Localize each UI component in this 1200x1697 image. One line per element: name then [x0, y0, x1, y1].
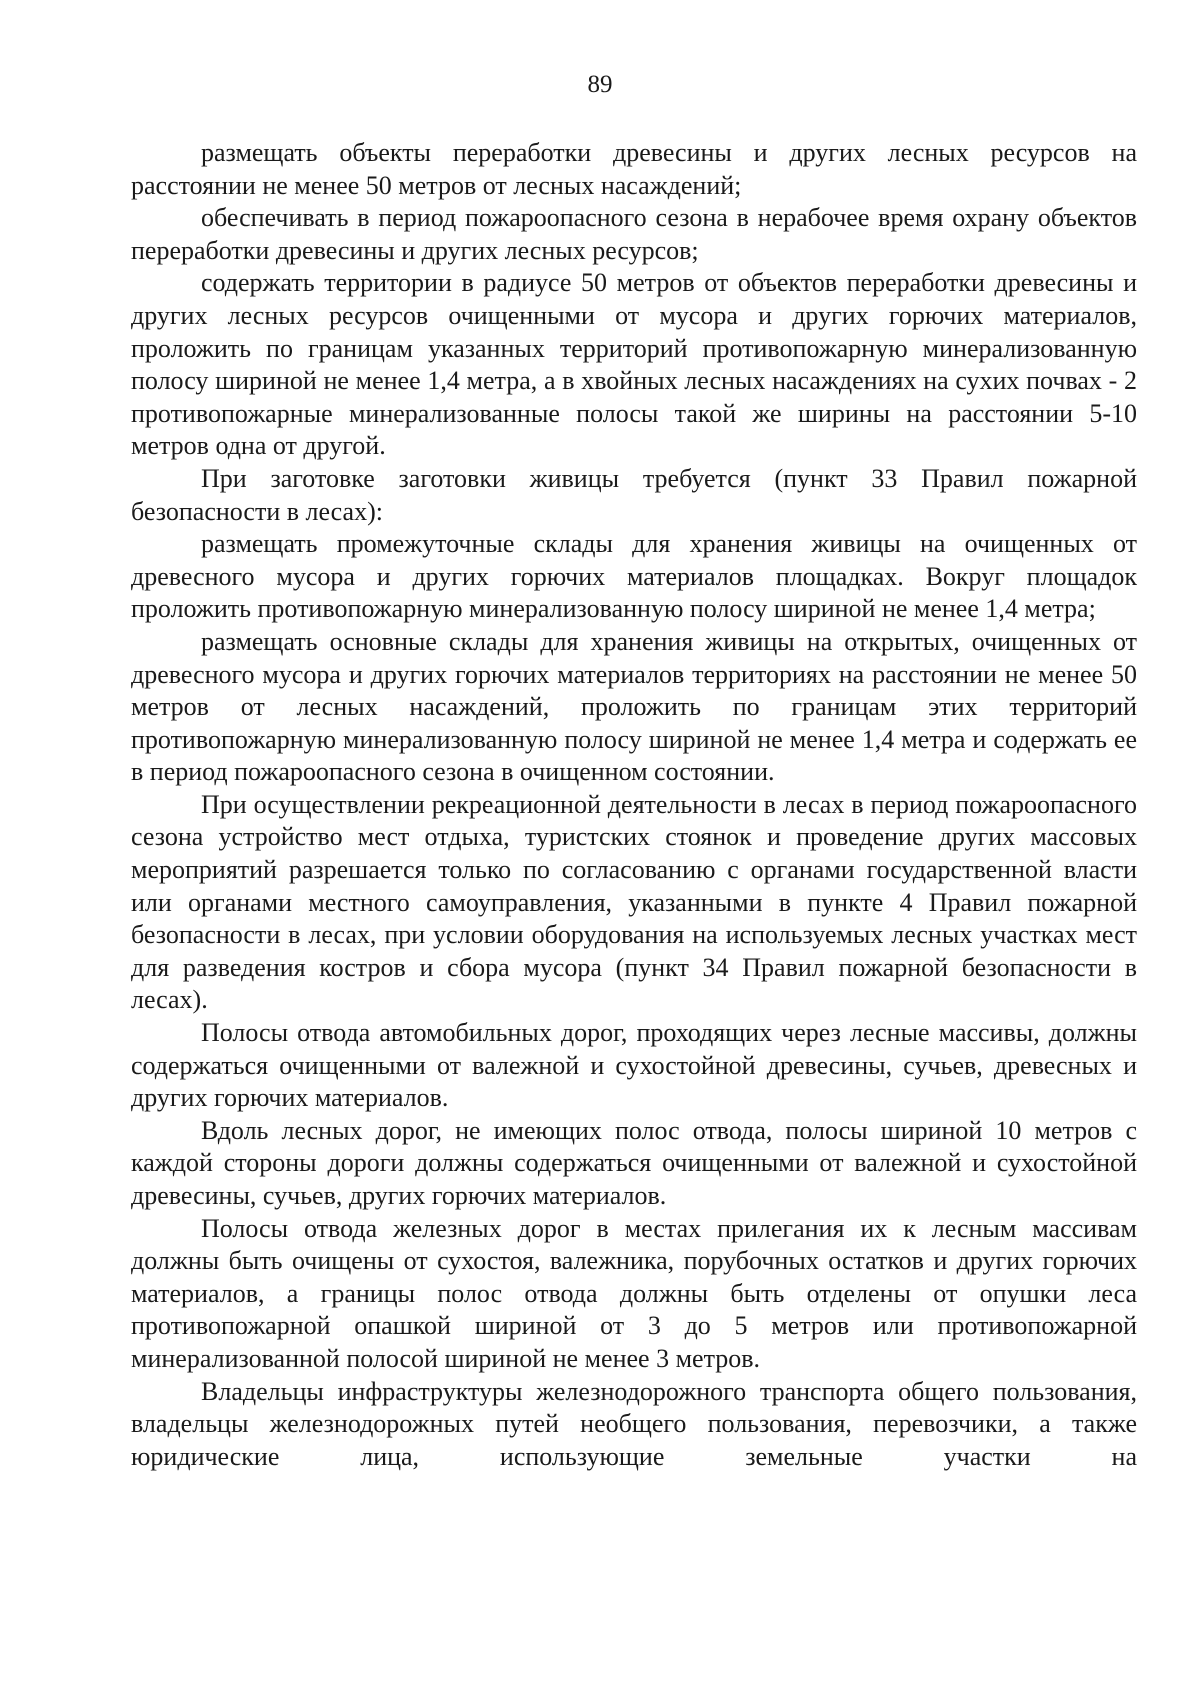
paragraph: При заготовке заготовки живицы требуется (пункт 33 Правил пожарной безопасности в лесах):: [131, 463, 1137, 526]
paragraph: При осуществлении рекреационной деятельности в лесах в период пожароопасного сезона устройство мест отдыха, туристских стоянок и проведение других массовых мероприятий разрешается только по согласованию с органами государственной власти или органами местного самоуправления, указанными в пункте 4 Правил пожарной безопасности в лесах, при условии оборудования на используемых лесных участках мест для разведения костров и сбора мусора (пункт 34 Правил пожарной безопасности в лесах).: [131, 789, 1137, 1015]
body-text: [131, 137, 1137, 1473]
paragraph: Вдоль лесных дорог, не имеющих полос отвода, полосы шириной 10 метров с каждой стороны дороги должны содержаться очищенными от валежной и сухостойной древесины, сучьев, других горючих материалов.: [131, 1115, 1137, 1210]
paragraph: Владельцы инфраструктуры железнодорожного транспорта общего пользования, владельцы железнодорожных путей необщего пользования, перевозчики, а также юридические лица, использующие земельные участки на: [131, 1376, 1137, 1471]
paragraph: Полосы отвода автомобильных дорог, проходящих через лесные массивы, должны содержаться очищенными от валежной и сухостойной древесины, сучьев, древесных и других горючих материалов.: [131, 1018, 1137, 1113]
paragraph: содержать территории в радиусе 50 метров от объектов переработки древесины и других лесных ресурсов очищенными от мусора и других горючих материалов, проложить по границам указанных территорий противопожарную минерализованную полосу шириной не менее 1,4 метра, а в хвойных лесных насаждениях на сухих почвах - 2 противопожарные минерализованные полосы такой же ширины на расстоянии 5-10 метров одна от другой.: [131, 268, 1137, 461]
paragraph: размещать промежуточные склады для хранения живицы на очищенных от древесного мусора и других горючих материалов площадках. Вокруг площадок проложить противопожарную минерализованную полосу шириной не менее 1,4 метра;: [131, 529, 1137, 624]
paragraph: размещать объекты переработки древесины и других лесных ресурсов на расстоянии не менее 50 метров от лесных насаждений;: [131, 138, 1137, 200]
paragraph: обеспечивать в период пожароопасного сезона в нерабочее время охрану объектов переработки древесины и других лесных ресурсов;: [131, 203, 1137, 265]
paragraph: размещать основные склады для хранения живицы на открытых, очищенных от древесного мусора и других горючих материалов территориях на расстоянии не менее 50 метров от лесных насаждений, проложить по границам этих территорий противопожарную минерализованную полосу шириной не менее 1,4 метра и содержать ее в период пожароопасного сезона в очищенном состоянии.: [131, 626, 1137, 787]
page-number: 89: [587, 71, 613, 98]
paragraph: Полосы отвода железных дорог в местах прилегания их к лесным массивам должны быть очищены от сухостоя, валежника, порубочных остатков и других горючих материалов, а границы полос отвода должны быть отделены от опушки леса противопожарной опашкой шириной от 3 до 5 метров или противопожарной минерализованной полосой шириной не менее 3 метров.: [131, 1213, 1137, 1373]
